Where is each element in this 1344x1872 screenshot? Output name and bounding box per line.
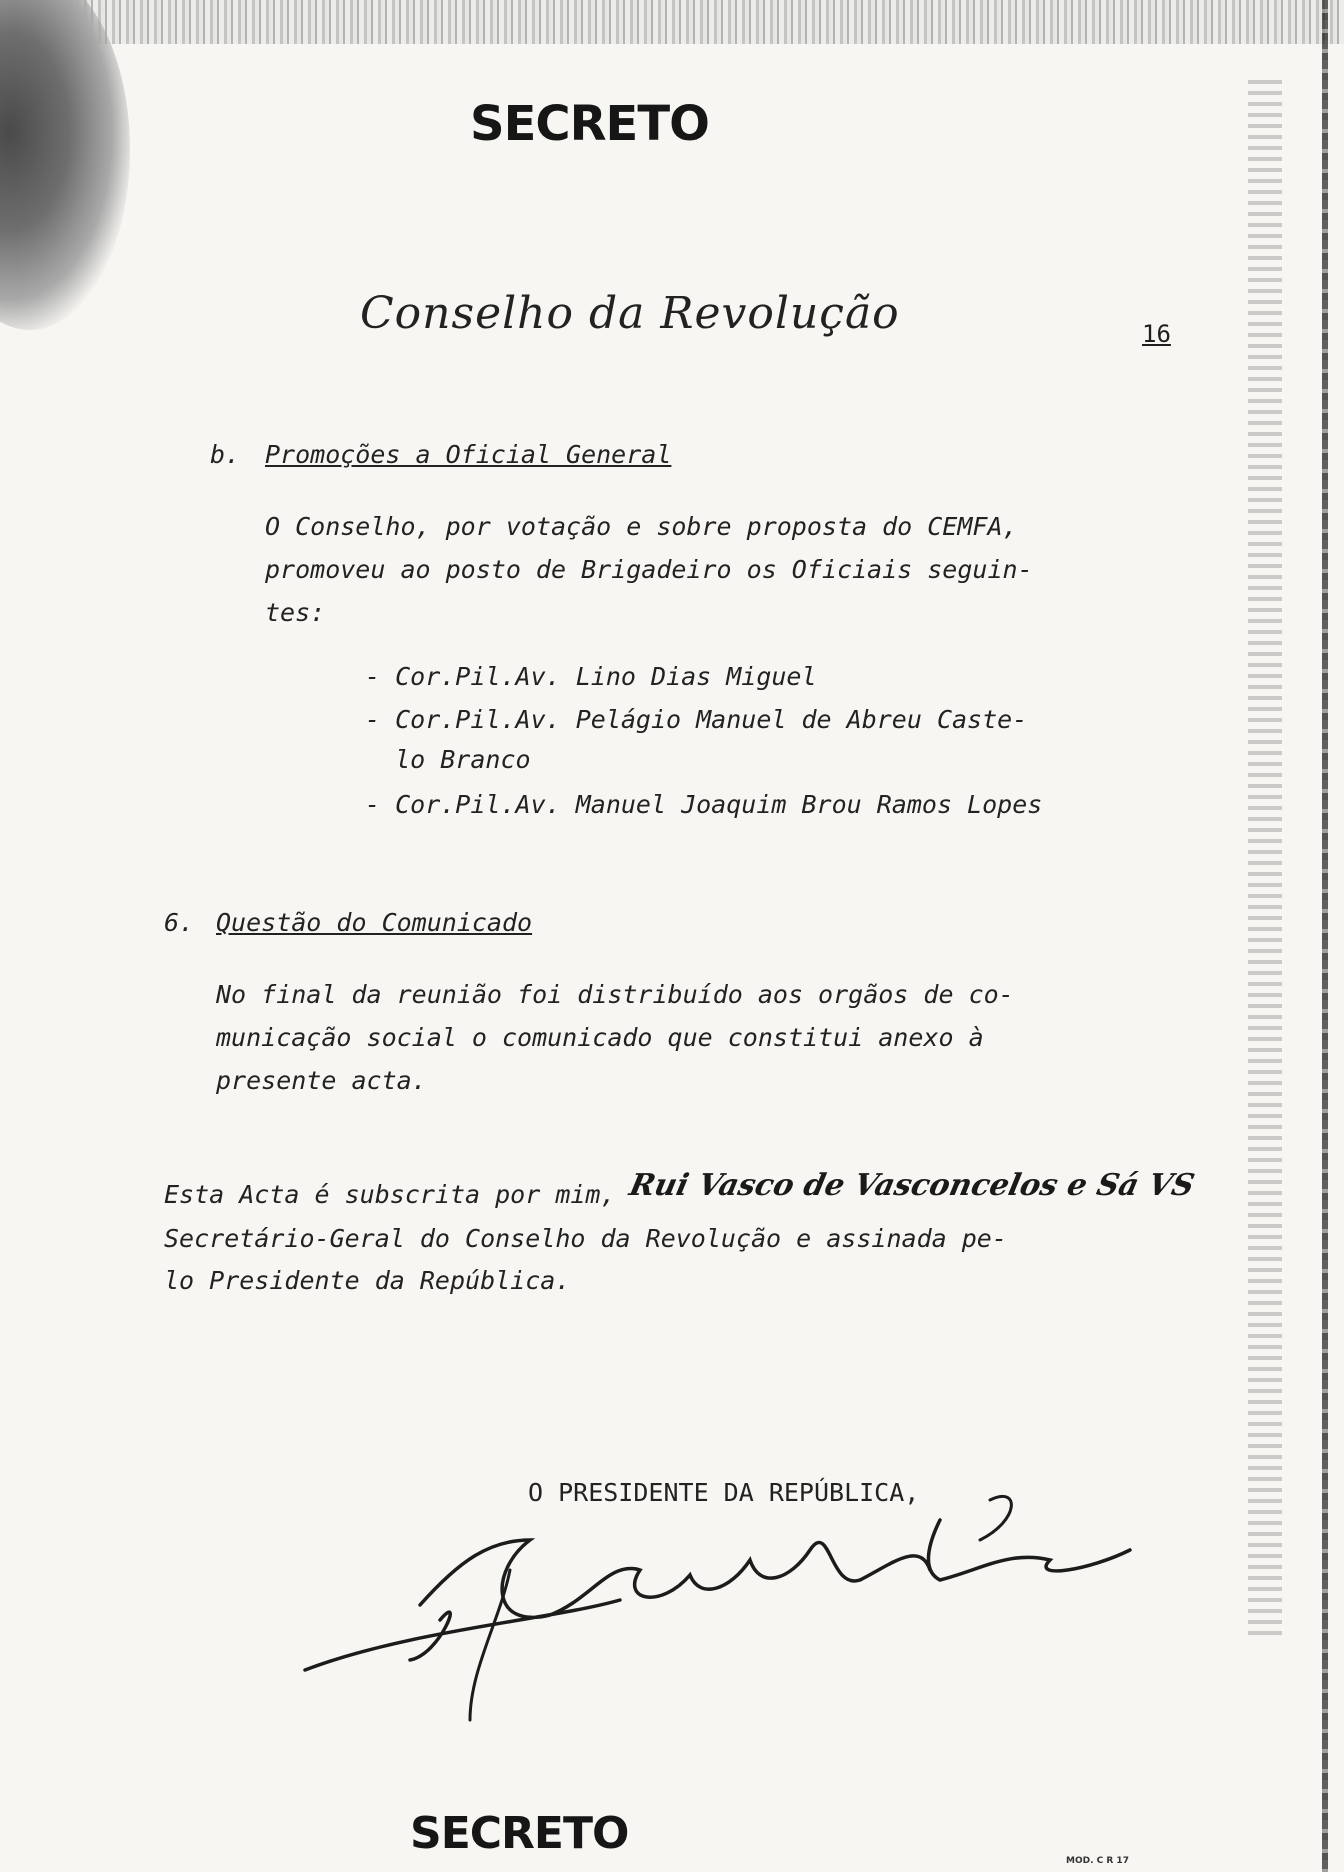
letterhead-title: Conselho da Revolução — [360, 288, 900, 339]
section-b-line-3: tes: — [265, 598, 326, 627]
scan-stain — [0, 0, 130, 330]
section-6-title: Questão do Comunicado — [216, 908, 533, 937]
scan-right-edge — [1322, 0, 1328, 1872]
section-b-line-2: promoveu ao posto de Brigadeiro os Oficiais seguin- — [265, 555, 1033, 584]
section-b-title: Promoções a Oficial General — [265, 440, 672, 469]
closing-line-3: lo Presidente da República. — [164, 1266, 571, 1295]
scan-margin-noise — [1248, 80, 1282, 1640]
secretary-handwritten-name: Rui Vasco de Vasconcelos e Sá VS — [626, 1168, 1198, 1203]
officer-item-continuation: lo Branco — [365, 745, 531, 774]
officer-item: - Cor.Pil.Av. Manuel Joaquim Brou Ramos Lopes — [365, 790, 1043, 819]
closing-line-1: Esta Acta é subscrita por mim, — [164, 1180, 616, 1209]
section-6-line-1: No final da reunião foi distribuído aos orgãos de co- — [216, 980, 1014, 1009]
section-6-marker: 6. — [164, 908, 195, 937]
president-signature — [290, 1480, 1170, 1740]
closing-line-2: Secretário-Geral do Conselho da Revolução e assinada pe- — [164, 1224, 1007, 1253]
section-6-line-3: presente acta. — [216, 1066, 427, 1095]
officer-item: - Cor.Pil.Av. Pelágio Manuel de Abreu Caste- — [365, 705, 1028, 734]
form-code: MOD. C R 17 — [1066, 1856, 1129, 1866]
section-b-marker: b. — [210, 440, 241, 469]
classification-footer: SECRETO — [410, 1808, 629, 1859]
page-number: 16 — [1142, 320, 1171, 348]
section-b-line-1: O Conselho, por votação e sobre proposta do CEMFA, — [265, 512, 1018, 541]
scan-top-edge — [0, 0, 1344, 44]
signature-title: O PRESIDENTE DA REPÚBLICA, — [528, 1478, 920, 1507]
classification-header: SECRETO — [470, 96, 709, 152]
officer-item: - Cor.Pil.Av. Lino Dias Miguel — [365, 662, 817, 691]
section-6-line-2: municação social o comunicado que constitui anexo à — [216, 1023, 984, 1052]
